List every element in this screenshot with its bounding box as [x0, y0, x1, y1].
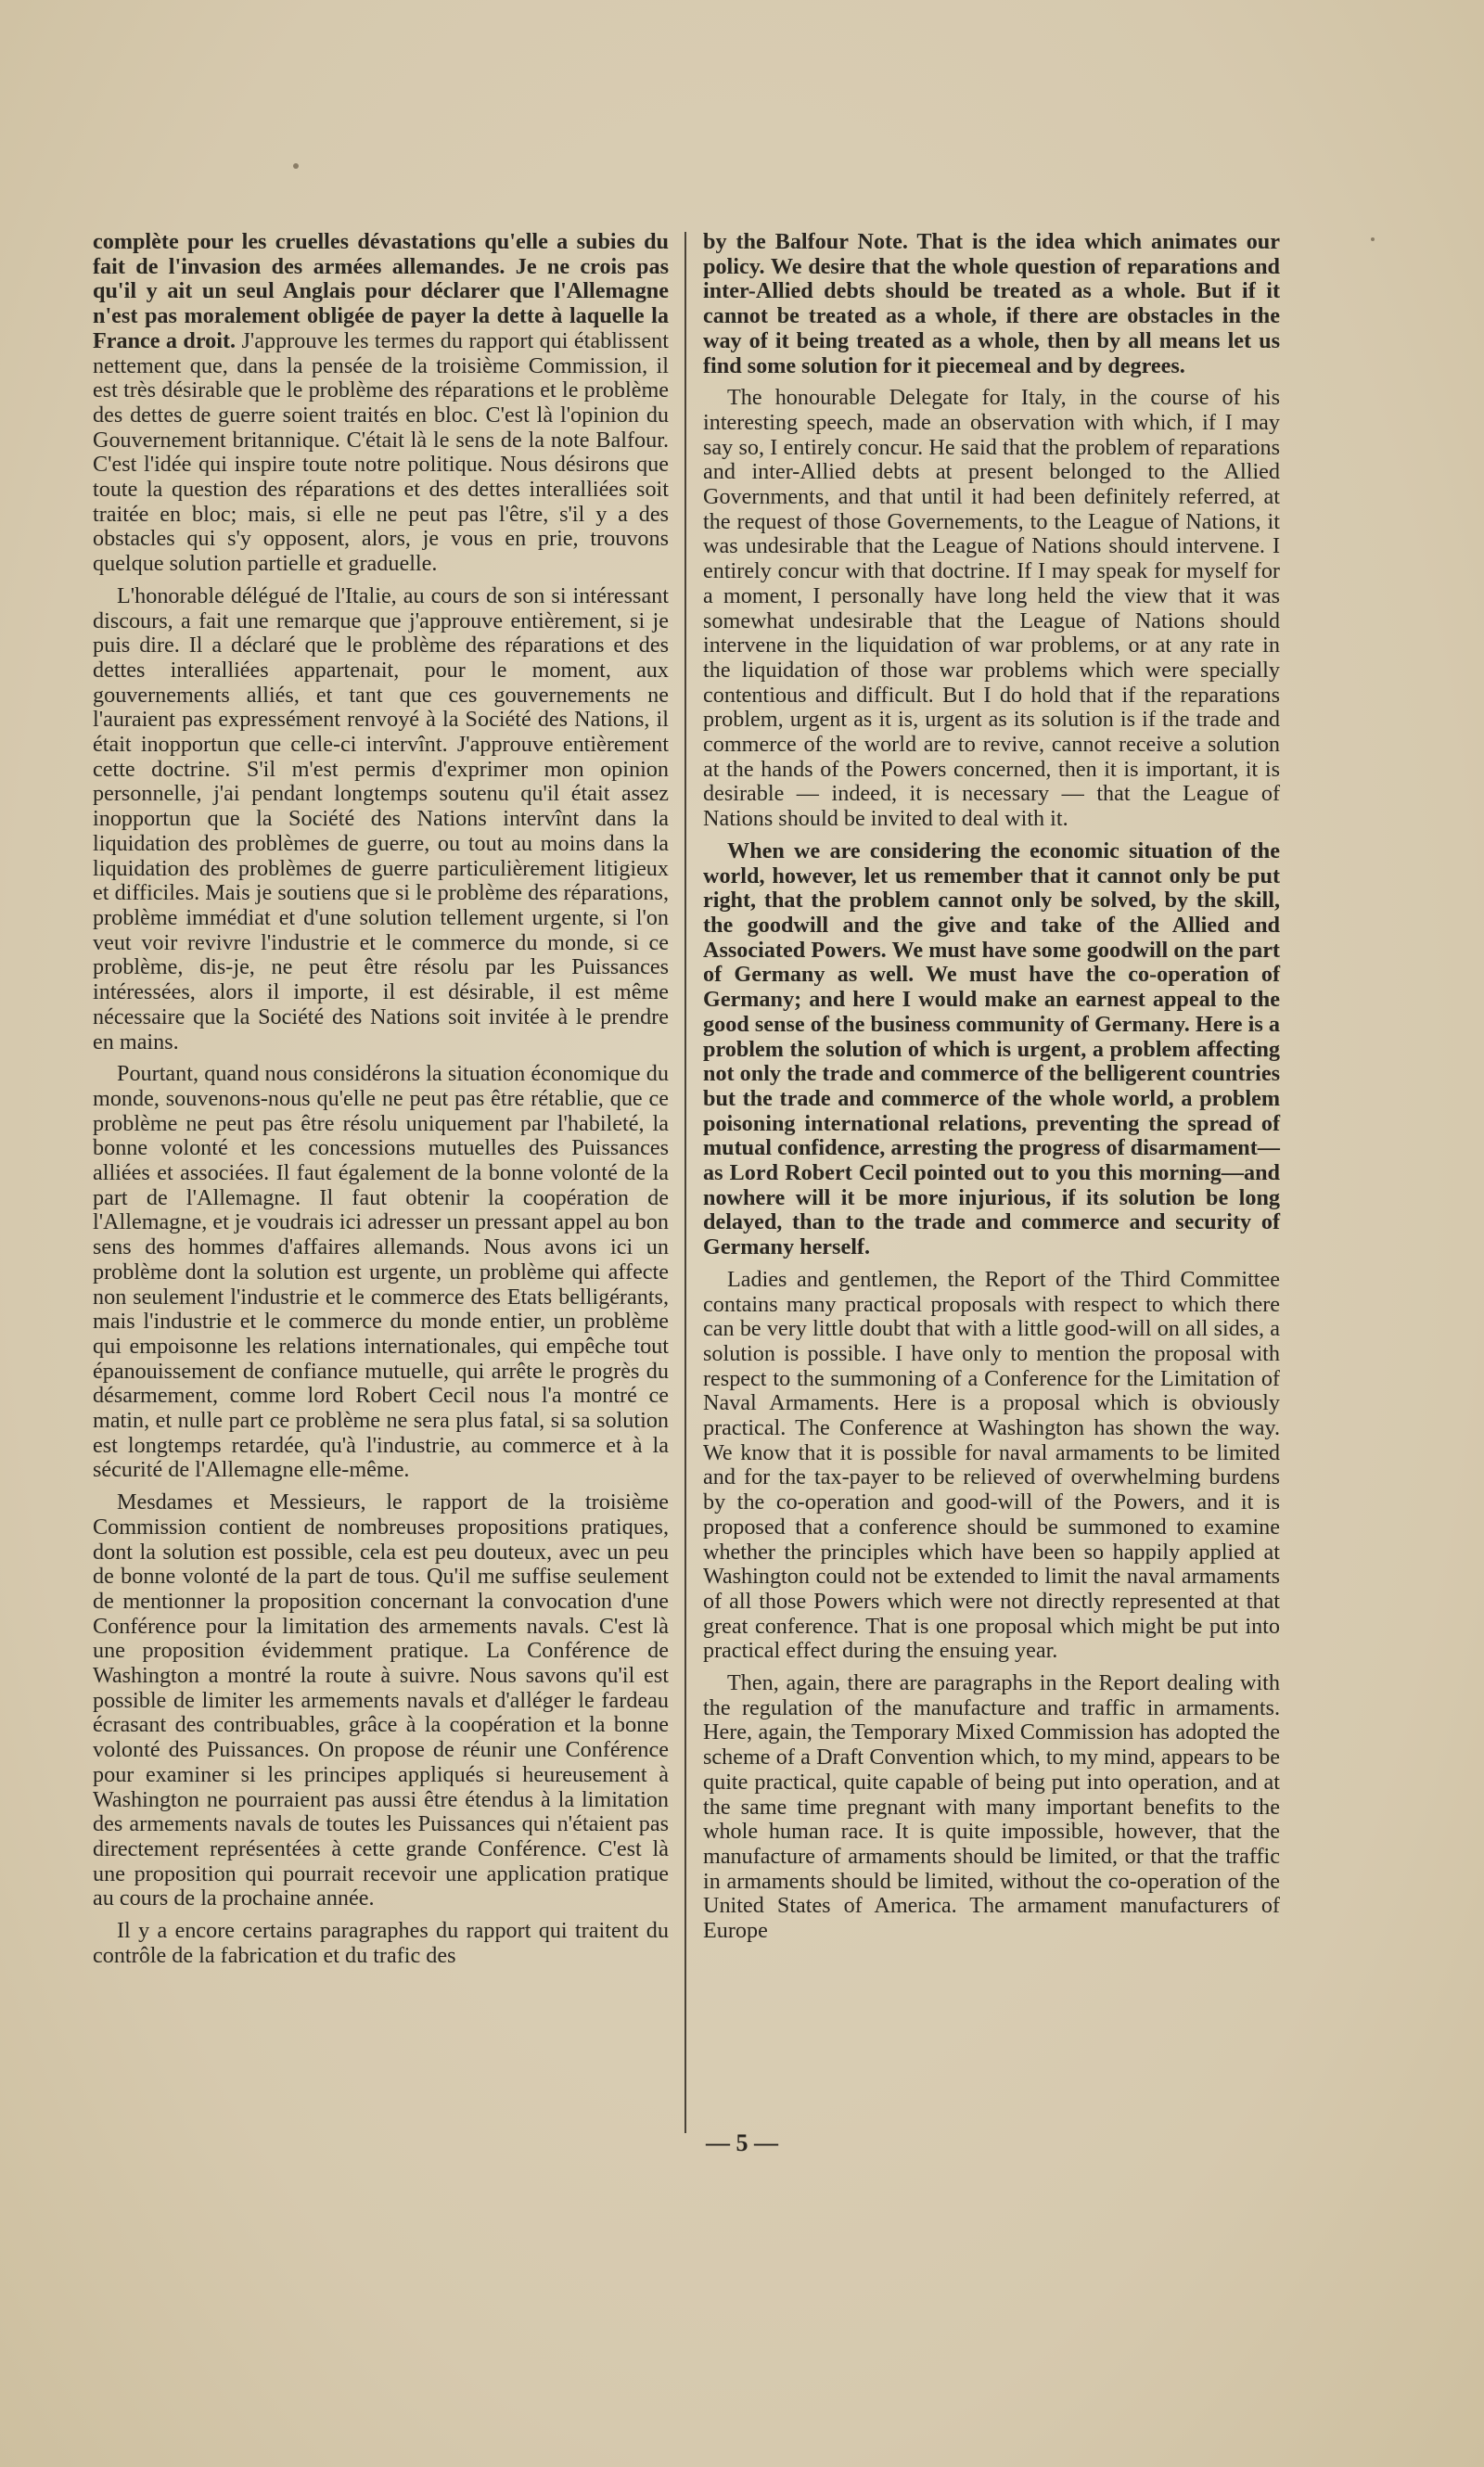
french-text-column	[93, 230, 669, 1976]
emphasized-text: by the Balfour Note. That is the idea which animates our policy. We desire that the whole question of reparations and inter-Allied debts should be treated as a whole. But if it cannot be treated as a whole, if there are obstacles in the way of it being treated as a whole, then by all means let us find some solution for it piecemeal and by degrees.	[703, 229, 1280, 378]
paragraph: L'honorable délégué de l'Italie, au cours de son si intéressant discours, a fait une remarque que j'approuve entièrement, si je puis dire. Il a déclaré que le problème des réparations et des dettes interalliées appartenait, pour le moment, aux gouvernements alliés, et tant que ces gouvernements ne l'auraient pas expressément renvoyé à la Société des Nations, il était inopportun que celle-ci intervînt. J'approuve entièrement cette doctrine. S'il m'est permis d'exprimer mon opinion personnelle, j'ai pendant longtemps soutenu qu'il était assez inopportun que la Société des Nations intervînt dans la liquidation des problèmes de guerre, ou tout au moins dans la liquidation des problèmes de guerre particulièrement litigieux et difficiles. Mais je soutiens que si le problème des réparations, problème immédiat et d'une solution tellement urgente, si l'on veut voir revivre l'industrie et le commerce du monde, si ce problème, dis-je, ne peut être résolu par les Puissances intéressées, alors il importe, il est désirable, il est même nécessaire que la Société des Nations soit invitée à le prendre en mains.	[93, 582, 669, 1055]
paragraph	[703, 230, 1280, 378]
paragraph: The honourable Delegate for Italy, in the course of his interesting speech, made an observation with which, if I may say so, I entirely concur. He said that the problem of reparations and inter-Allied debts at present belonged to the Allied Governments, and that until it had been definitely referred, at the request of those Governements, to the League of Nations, it was undesirable that the League of Nations should intervene. I entirely concur with that doctrine. If I may speak for myself for a moment, I personally have long held the view that it was somewhat undesirable that the League of Nations should intervene in the liquidation of war problems, or at any rate in the liquidation of those war problems which were specially contentious and difficult. But I do hold that if the reparations problem, urgent as it is, urgent as its solution is if the trade and commerce of the world are to revive, cannot receive a solution at the hands of the Powers concerned, then it is important, it is desirable — indeed, it is necessary — that the League of Nations should be invited to deal with it.	[703, 385, 1280, 832]
paragraph	[703, 839, 1280, 1260]
paragraph: Pourtant, quand nous considérons la situation économique du monde, souvenons-nous qu'elle ne peut pas être rétablie, que ce problème ne peut pas être résolu uniquement par l'habileté, la bonne volonté et les concessions mutuelles des Puissances alliées et associées. Il faut également de la bonne volonté de la part de l'Allemagne. Il faut obtenir la coopération de l'Allemagne, et je voudrais ici adresser un pressant appel au bon sens des hommes d'affaires allemands. Nous avons ici un problème dont la solution est urgente, un problème qui affecte non seulement l'industrie et le commerce des Etats belligérants, mais l'industrie et le commerce du monde entier, un problème qui empoisonne les relations internationales, qui empêche tout épanouissement de confiance mutuelle, qui arrête le progrès du désarmement, comme lord Robert Cecil nous l'a montré ce matin, et nulle part ce problème ne sera plus fatal, si sa solution est longtemps retardée, qu'à l'industrie, au commerce et à la sécurité de l'Allemagne elle-même.	[93, 1061, 669, 1483]
page-number: — 5 —	[706, 2129, 778, 2156]
paragraph: Ladies and gentlemen, the Report of the Third Committee contains many practical proposals with respect to which there can be very little doubt that with a little good-will on all sides, a solution is possible. I have only to mention the proposal with respect to the summoning of a Conference for the Limitation of Naval Armaments. Here is a proposal which is obviously practical. The Conference at Washington has shown the way. We know that it is possible for naval armaments to be limited and for the tax-payer to be relieved of overwhelming burdens by the co-operation and good-will of the Powers, and it is proposed that a conference should be summoned to examine whether the principles which have been so happily applied at Washington could not be extended to limit the naval armaments of all those Powers which were not directly represented at that great conference. That is one proposal which might be put into practical effect during the ensuing year.	[703, 1266, 1280, 1664]
paragraph: Mesdames et Messieurs, le rapport de la troisième Commission contient de nombreuses propositions pratiques, dont la solution est possible, cela est peu douteux, avec un peu de bonne volonté de la part de tous. Qu'il me suffise seulement de mentionner la proposition concernant la convocation d'une Conférence pour la limitation des armements navals. C'est là une proposition évidemment pratique. La Conférence de Washington a montré la route à suivre. Nous savons qu'il est possible de limiter les armements navals et d'alléger le fardeau écrasant des contribuables, grâce à la coopération et la bonne volonté des Puissances. On propose de réunir une Conférence pour examiner si les principes appliqués si heureusement à Washington ne pourraient pas aussi être étendus à la limitation des armements navals de toutes les Puissances qui n'étaient pas directement représentées à cette grande Conférence. C'est là une proposition qui pourrait recevoir une application pratique au cours de la prochaine année.	[93, 1489, 669, 1911]
emphasized-text: When we are considering the economic situation of the world, however, let us remember that it cannot only be put right, that the problem cannot only be solved, by the skill, the goodwill and the give and take of the Allied and Associated Powers. We must have some goodwill on the part of Germany as well. We must have the co-operation of Germany; and here I would make an earnest appeal to the good sense of the business community of Germany. Here is a problem the solution of which is urgent, a problem affecting not only the trade and commerce of the belligerent countries but the trade and commerce of the whole world, a problem poisoning international relations, preventing the spread of mutual confidence, arresting the progress of disarmament—as Lord Robert Cecil pointed out to you this morning—and nowhere will it be more injurious, if its solution be long delayed, than to the trade and commerce and security of Germany herself.	[703, 837, 1280, 1260]
paragraph	[93, 230, 669, 577]
paragraph: Then, again, there are paragraphs in the Report dealing with the regulation of the manufacture and traffic in armaments. Here, again, the Temporary Mixed Commission has adopted the scheme of a Draft Convention which, to my mind, appears to be quite practical, quite capable of being put into operation, and at the same time pregnant with many important benefits to the whole human race. It is quite impossible, however, that the manufacture of armaments should be limited, or that the traffic in armaments should be limited, without the co-operation of the United States of America. The armament manufacturers of Europe	[703, 1670, 1280, 1944]
paragraph: Il y a encore certains paragraphes du rapport qui traitent du contrôle de la fabrication et du trafic des	[93, 1918, 669, 1968]
paragraph-text: J'approuve les termes du rapport qui établissent nettement que, dans la pensée de la troisième Commission, il est très désirable que le problème des réparations et le problème des dettes de guerre soient traités en bloc. C'est là l'opinion du Gouvernement britannique. C'était là le sens de la note Balfour. C'est l'idée qui inspire toute notre politique. Nous désirons que toute la question des réparations et des dettes interalliées soit traitée en bloc; mais, si elle ne peut pas l'être, s'il y a des obstacles qui s'y opposent, alors, je vous en prie, trouvons quelque solution partielle et graduelle.	[93, 327, 669, 577]
ink-speck	[293, 163, 299, 169]
english-text-column	[703, 230, 1280, 1951]
column-divider	[684, 232, 686, 2133]
emphasized-text: complète pour les cruelles dévastations qu'elle a subies du fait de l'invasion des armées allemandes. Je ne crois pas qu'il y ait un seul Anglais pour déclarer que l'Allemagne n'est pas moralement obligée de payer la dette à laquelle la France a droit.	[93, 229, 669, 353]
ink-speck	[1371, 237, 1375, 241]
